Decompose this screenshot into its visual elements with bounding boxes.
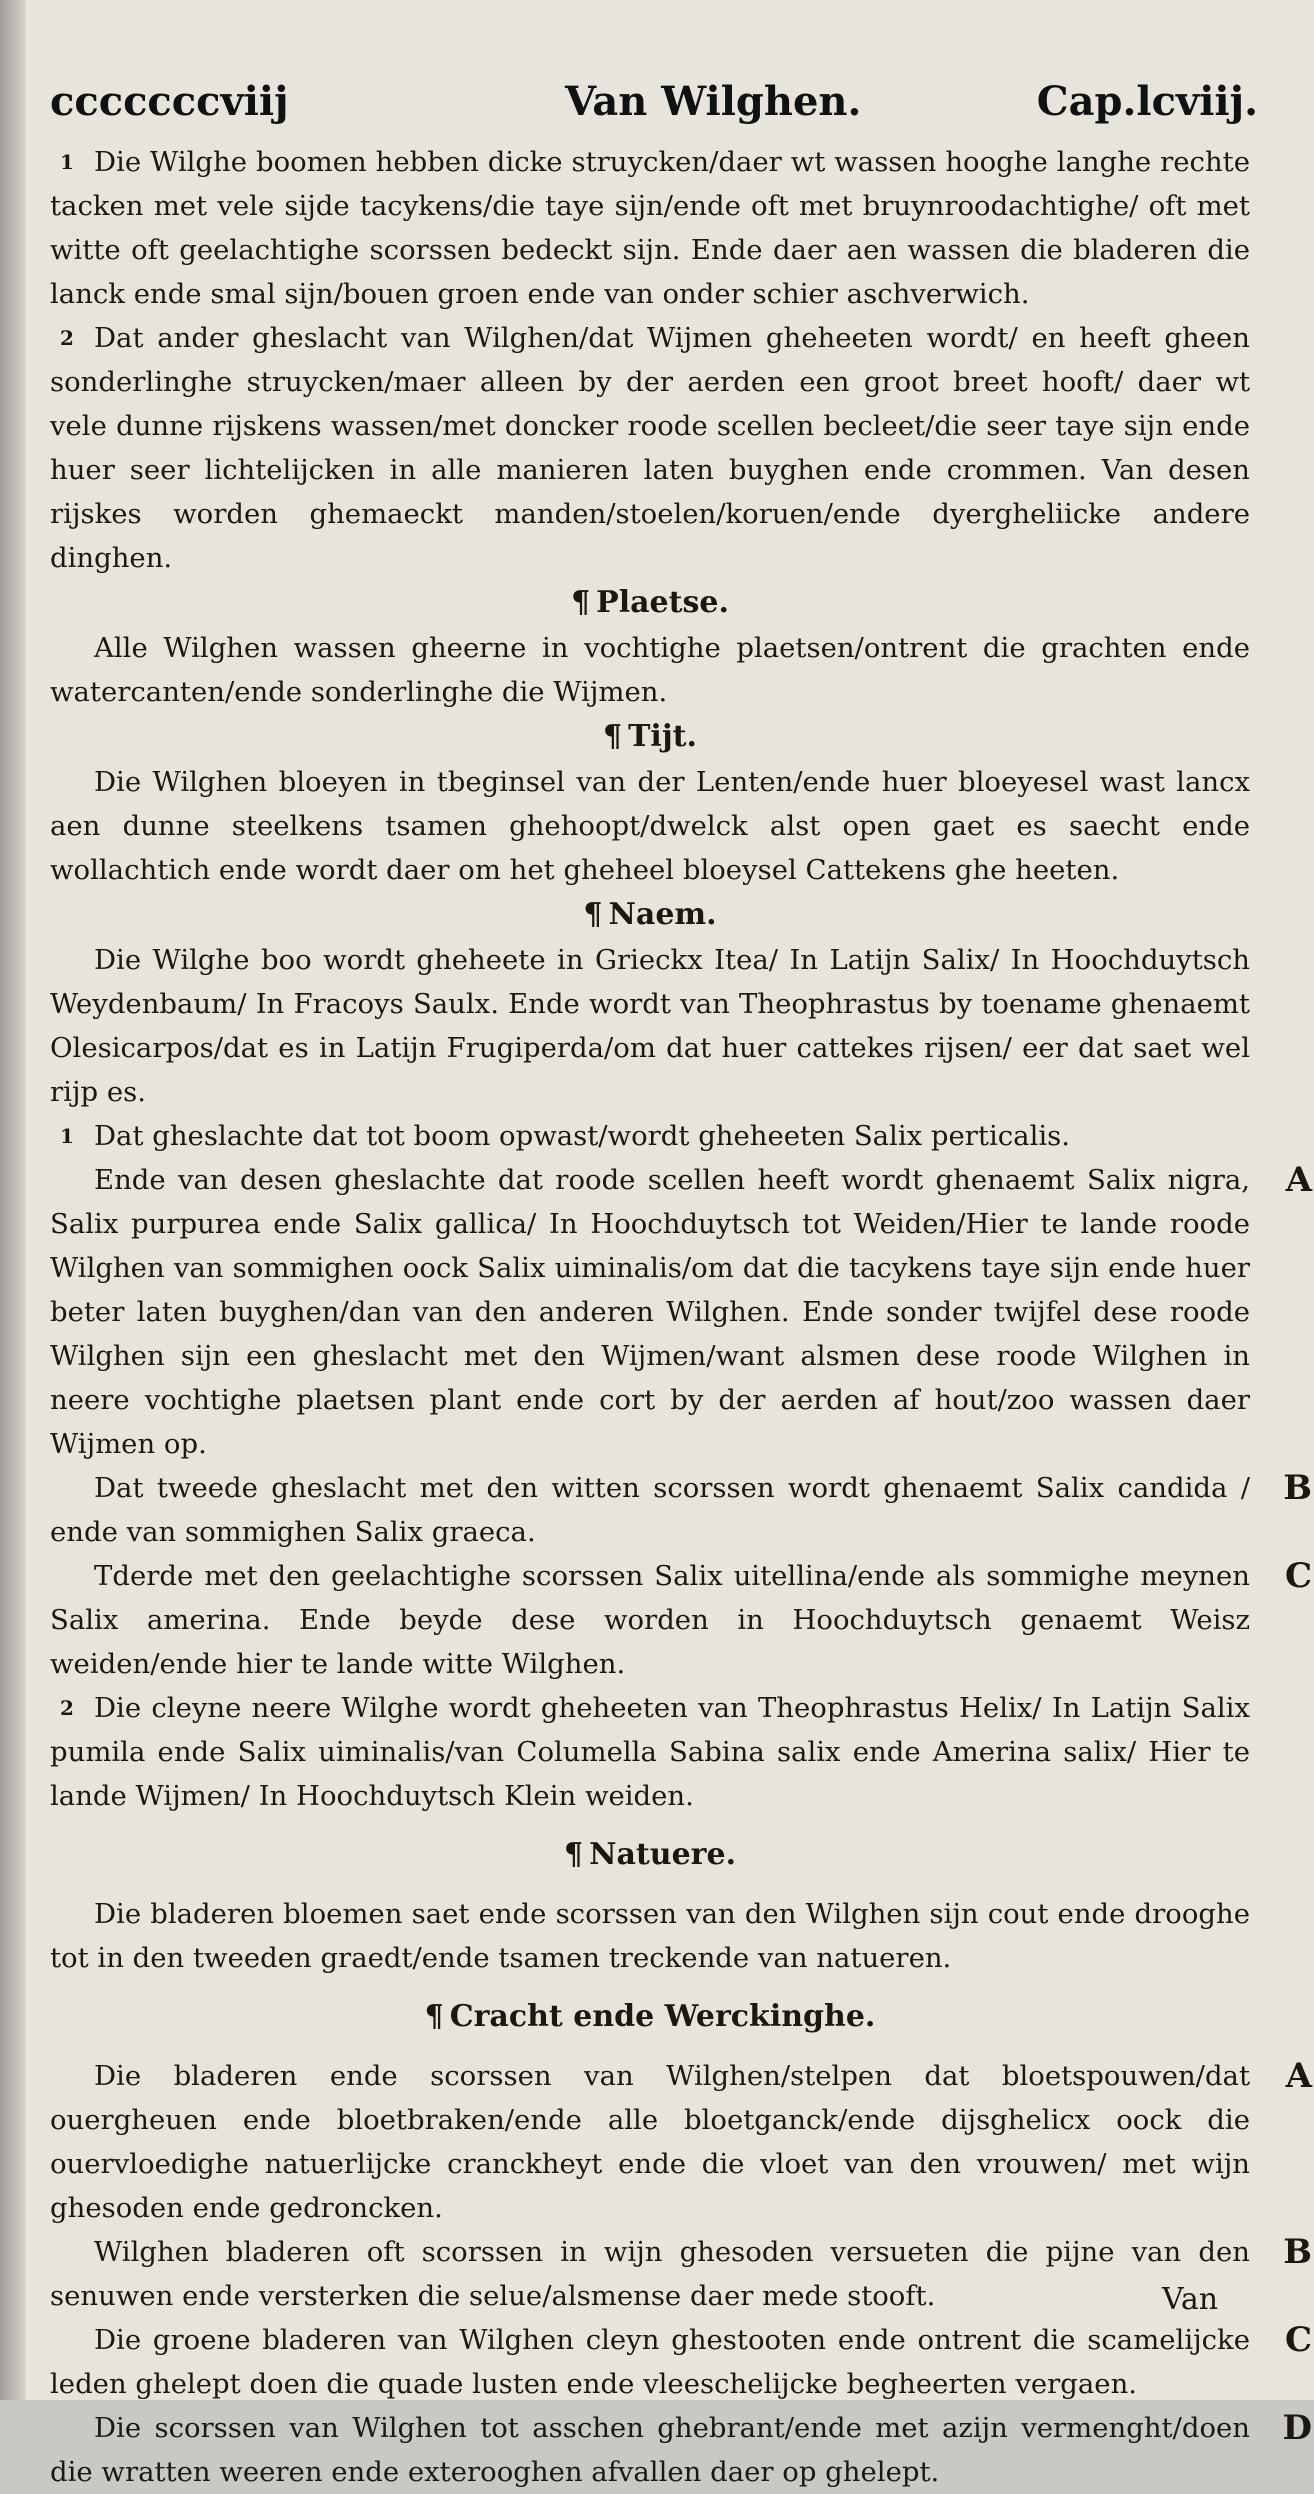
- place-paragraph: [50, 626, 1250, 714]
- section-heading-virtue: ¶ Cracht ende Werckinghe.: [424, 1999, 876, 2034]
- time-paragraph: [50, 760, 1250, 892]
- marginal-number: 2: [60, 1696, 74, 1720]
- paragraph-text: Die scorssen van Wilghen tot asschen ghebrant/ende met azijn vermenght/doen die wratten weeren ende exterooghen afvallen daer op ghelept.: [50, 2412, 1250, 2488]
- virtue-paragraph-1: [50, 2054, 1312, 2230]
- marginal-letter: B: [1283, 1468, 1312, 1508]
- pilcrow-icon: ¶: [583, 897, 603, 932]
- folio-number: cccccccviij: [50, 78, 289, 125]
- page-header: [50, 78, 1258, 138]
- main-text: [50, 140, 1312, 2494]
- section-heading-place: ¶ Plaetse.: [571, 585, 729, 620]
- pilcrow-icon: ¶: [424, 1999, 444, 2034]
- paragraph-text: Dat gheslachte dat tot boom opwast/wordt gheheeten Salix perticalis.: [94, 1120, 1071, 1152]
- paragraph-text: Die bladeren ende scorssen van Wilghen/stelpen dat bloetspouwen/dat ouergheuen ende bloetbraken/ende alle bloetganck/ende dijsghelicx oock die ouervloedighe natuerlijcke cranckheyt ende die vloet van den vrouwen/ met wijn ghesoden ende gedroncken.: [50, 2060, 1250, 2224]
- pilcrow-icon: ¶: [603, 719, 623, 754]
- names-paragraph-5: [50, 1554, 1312, 1686]
- marginal-number: 1: [60, 150, 74, 174]
- section-heading-time: ¶ Tijt.: [603, 719, 697, 754]
- marginal-number: 1: [60, 1124, 74, 1148]
- description-paragraph-2: [50, 316, 1250, 580]
- paragraph-text: Dat tweede gheslacht met den witten scorssen wordt ghenaemt Salix candida / ende van sommighen Salix graeca.: [50, 1472, 1250, 1548]
- pilcrow-icon: ¶: [563, 1837, 584, 1872]
- paragraph-text: Dat ander gheslacht van Wilghen/dat Wijmen gheheeten wordt/ en heeft gheen sonderlinghe struycken/maer alleen by der aerden een groot breet hooft/ daer wt vele dunne rijskens wassen/met doncker roode scellen becleet/die seer taye sijn ende huer seer lichtelijcken in alle manieren laten buyghen ende crommen. Van desen rijskes worden ghemaeckt manden/stoelen/koruen/ende dyergheliicke andere dinghen.: [50, 322, 1250, 574]
- paragraph-text: Die Wilghen bloeyen in tbeginsel van der Lenten/ende huer bloeyesel wast lancx aen dunne steelkens tsamen ghehoopt/dwelck alst open gaet es saecht ende wollachtich ende wordt daer om het gheheel bloeysel Cattekens ghe heeten.: [50, 766, 1250, 886]
- nature-paragraph: [50, 1892, 1250, 1980]
- marginal-letter: C: [1284, 1556, 1312, 1596]
- marginal-letter: C: [1284, 2320, 1312, 2360]
- marginal-letter: A: [1285, 2056, 1312, 2096]
- paragraph-text: Die bladeren bloemen saet ende scorssen van den Wilghen sijn cout ende drooghe tot in den tweeden graedt/ende tsamen treckende van natueren.: [50, 1898, 1250, 1974]
- virtue-paragraph-4: [50, 2406, 1312, 2494]
- paragraph-text: Die Wilghe boomen hebben dicke struycken/daer wt wassen hooghe langhe rechte tacken met vele sijde tacykens/die taye sijn/ende oft met bruynroodachtighe/ oft met witte oft geelachtighe scorssen bedeckt sijn. Ende daer aen wassen die bladeren die lanck ende smal sijn/bouen groen ende van onder schier aschverwich.: [50, 146, 1250, 310]
- page-gutter: [0, 0, 26, 2400]
- names-paragraph-2: [50, 1114, 1250, 1158]
- paragraph-text: Tderde met den geelachtighe scorssen Salix uitellina/ende als sommighe meynen Salix amerina. Ende beyde dese worden in Hoochduytsch genaemt Weisz weiden/ende hier te lande witte Wilghen.: [50, 1560, 1250, 1680]
- marginal-letter: A: [1285, 1160, 1312, 1200]
- paragraph-text: Die groene bladeren van Wilghen cleyn ghestooten ende ontrent die scamelijcke leden ghelept doen die quade lusten ende vleeschelijcke begheerten vergaen.: [50, 2324, 1250, 2400]
- paragraph-text: Alle Wilghen wassen gheerne in vochtighe plaetsen/ontrent die grachten ende watercanten/ende sonderlinghe die Wijmen.: [50, 632, 1250, 708]
- spacer: [50, 1818, 1250, 1832]
- virtue-paragraph-3: [50, 2318, 1312, 2406]
- section-heading-nature: ¶ Natuere.: [563, 1837, 737, 1872]
- names-paragraph-3: [50, 1158, 1312, 1466]
- marginal-letter: B: [1283, 2232, 1312, 2272]
- names-paragraph-1: [50, 938, 1250, 1114]
- paragraph-text: Die Wilghe boo wordt gheheete in Grieckx Itea/ In Latijn Salix/ In Hoochduytsch Weydenbaum/ In Fracoys Saulx. Ende wordt van Theophrastus by toename ghenaemt Olesicarpos/dat es in Latijn Frugiperda/om dat huer cattekes rijsen/ eer dat saet wel rijp es.: [50, 944, 1250, 1108]
- names-paragraph-6: [50, 1686, 1250, 1818]
- pilcrow-icon: ¶: [571, 585, 591, 620]
- catchword: Van: [1162, 2282, 1219, 2317]
- paragraph-text: Die cleyne neere Wilghe wordt gheheeten van Theophrastus Helix/ In Latijn Salix pumila ende Salix uiminalis/van Columella Sabina salix ende Amerina salix/ Hier te lande Wijmen/ In Hoochduytsch Klein weiden.: [50, 1692, 1250, 1812]
- paragraph-text: Ende van desen gheslachte dat roode scellen heeft wordt ghenaemt Salix nigra, Salix purpurea ende Salix gallica/ In Hoochduytsch tot Weiden/Hier te lande roode Wilghen van sommighen oock Salix uiminalis/om dat die tacykens taye sijn ende huer beter laten buyghen/dan van den anderen Wilghen. Ende sonder twijfel dese roode Wilghen sijn een gheslacht met den Wijmen/want alsmen dese roode Wilghen in neere vochtighe plaetsen plant ende cort by der aerden af hout/zoo wassen daer Wijmen op.: [50, 1164, 1250, 1460]
- virtue-paragraph-2: [50, 2230, 1312, 2318]
- spacer: [50, 1980, 1250, 1994]
- description-paragraph-1: [50, 140, 1250, 316]
- spacer: [50, 2040, 1250, 2054]
- spacer: [50, 1878, 1250, 1892]
- names-paragraph-4: [50, 1466, 1312, 1554]
- chapter-number: Cap.lcviij.: [1036, 78, 1258, 125]
- paragraph-text: Wilghen bladeren oft scorssen in wijn ghesoden versueten die pijne van den senuwen ende versterken die selue/alsmense daer mede stooft.: [50, 2236, 1250, 2312]
- marginal-number: 2: [60, 326, 74, 350]
- section-heading-names: ¶ Naem.: [583, 897, 717, 932]
- marginal-letter: D: [1282, 2408, 1312, 2448]
- chapter-title: Van Wilghen.: [565, 78, 862, 125]
